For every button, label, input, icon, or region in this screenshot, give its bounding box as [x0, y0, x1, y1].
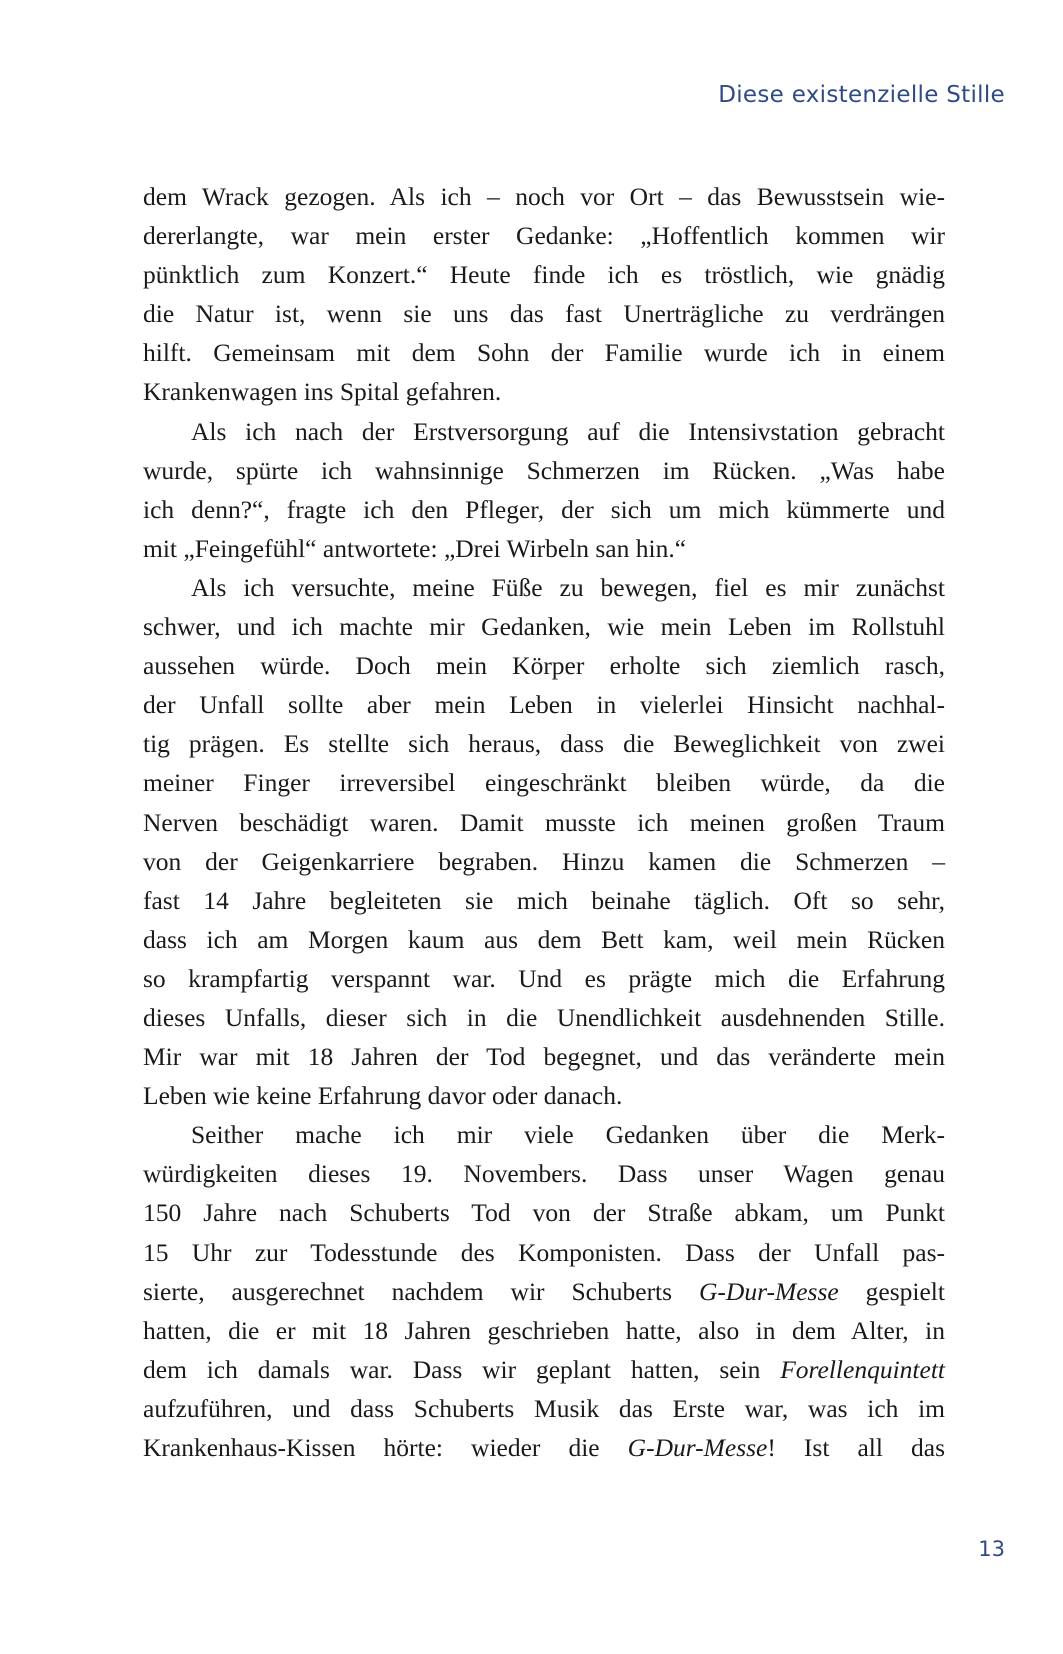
text-segment: pünktlich zum Konzert.“ Heute finde ich es tröstlich, wie gnädig	[143, 260, 945, 290]
text-line	[143, 294, 945, 333]
text-segment: aufzuführen, und dass Schuberts Musik das Erste war, was ich im	[143, 1393, 945, 1423]
text-segment: dieses Unfalls, dieser sich in die Unendlichkeit ausdehnenden Stille.	[143, 1002, 945, 1032]
text-segment: 150 Jahre nach Schuberts Tod von der Straße abkam, um Punkt	[143, 1198, 945, 1228]
text-line	[143, 255, 945, 294]
text-segment: dererlangte, war mein erster Gedanke: „Hoffentlich kommen wir	[143, 221, 945, 251]
text-line	[143, 1311, 945, 1350]
text-segment: tig prägen. Es stellte sich heraus, dass die Beweglichkeit von zwei	[143, 729, 945, 759]
text-segment: so krampfartig verspannt war. Und es prägte mich die Erfahrung	[143, 963, 945, 993]
text-segment: gespielt	[838, 1276, 945, 1306]
text-segment: Als ich nach der Erstversorgung auf die Intensivstation gebracht	[191, 416, 945, 446]
text-line	[143, 803, 945, 842]
text-segment: Krankenhaus-Kissen hörte: wieder die	[143, 1433, 628, 1462]
text-segment: Leben wie keine Erfahrung davor oder danach.	[143, 1081, 623, 1111]
text-segment: fast 14 Jahre begleiteten sie mich beinahe täglich. Oft so sehr,	[143, 885, 945, 915]
text-line	[143, 646, 945, 685]
text-line	[143, 959, 945, 998]
text-line	[143, 529, 945, 568]
text-line	[143, 1350, 945, 1389]
text-line	[143, 1193, 945, 1232]
text-line	[143, 1154, 945, 1193]
text-segment: Mir war mit 18 Jahren der Tod begegnet, und das veränderte mein	[143, 1042, 945, 1072]
text-segment: hatten, die er mit 18 Jahren geschrieben hatte, also in dem Alter, in	[143, 1315, 945, 1345]
text-line	[143, 998, 945, 1037]
text-segment: hilft. Gemeinsam mit dem Sohn der Familie wurde ich in einem	[143, 338, 945, 368]
text-segment: ich denn?“, fragte ich den Pfleger, der sich um mich kümmerte und	[143, 494, 945, 524]
text-segment: sierte, ausgerechnet nachdem wir Schuberts	[143, 1276, 700, 1306]
text-line	[143, 685, 945, 724]
text-line	[143, 881, 945, 920]
text-segment: Als ich versuchte, meine Füße zu bewegen, fiel es mir zunächst	[191, 572, 945, 602]
text-line	[143, 1272, 945, 1311]
text-line	[143, 763, 945, 802]
text-line	[143, 1115, 945, 1154]
body-text	[143, 177, 945, 1467]
text-segment: der Unfall sollte aber mein Leben in vielerlei Hinsicht nachhal-	[143, 690, 945, 720]
text-line	[143, 177, 945, 216]
text-segment: von der Geigenkarriere begraben. Hinzu kamen die Schmerzen –	[143, 846, 945, 876]
text-line	[143, 1076, 945, 1115]
text-line	[143, 607, 945, 646]
text-line	[143, 451, 945, 490]
text-line	[143, 920, 945, 959]
text-line	[143, 1233, 945, 1272]
italic-title: Forellenquintett	[780, 1354, 945, 1384]
text-segment: dass ich am Morgen kaum aus dem Bett kam, weil mein Rücken	[143, 924, 945, 954]
text-segment: meiner Finger irreversibel eingeschränkt bleiben würde, da die	[143, 768, 945, 798]
text-segment: Krankenwagen ins Spital gefahren.	[143, 377, 502, 407]
text-segment: schwer, und ich machte mir Gedanken, wie mein Leben im Rollstuhl	[143, 612, 945, 642]
text-segment: dem Wrack gezogen. Als ich – noch vor Ort – das Bewusstsein wie-	[143, 182, 945, 211]
text-line	[143, 412, 945, 451]
text-segment: die Natur ist, wenn sie uns das fast Unerträgliche zu verdrängen	[143, 299, 945, 329]
text-line	[143, 724, 945, 763]
text-line	[143, 842, 945, 881]
text-segment: Seither mache ich mir viele Gedanken über die Merk-	[191, 1120, 945, 1150]
text-line	[143, 568, 945, 607]
text-line	[143, 1389, 945, 1428]
text-segment: Nerven beschädigt waren. Damit musste ich meinen großen Traum	[143, 807, 945, 837]
text-segment: dem ich damals war. Dass wir geplant hatten, sein	[143, 1354, 781, 1384]
text-segment: würdigkeiten dieses 19. Novembers. Dass unser Wagen genau	[143, 1159, 945, 1189]
text-line	[143, 1428, 945, 1467]
text-line	[143, 372, 945, 411]
italic-title: G-Dur-Messe	[699, 1276, 839, 1306]
text-line	[143, 216, 945, 255]
text-segment: aussehen würde. Doch mein Körper erholte sich ziemlich rasch,	[143, 651, 945, 681]
text-line	[143, 333, 945, 372]
italic-title: G-Dur-Messe	[627, 1433, 768, 1462]
text-segment: 15 Uhr zur Todesstunde des Komponisten. Dass der Unfall pas-	[143, 1237, 945, 1267]
text-segment: mit „Feingefühl“ antwortete: „Drei Wirbeln san hin.“	[143, 533, 687, 563]
running-head: Diese existenzielle Stille	[718, 82, 1005, 108]
page-number: 13	[978, 1537, 1005, 1561]
text-segment: wurde, spürte ich wahnsinnige Schmerzen im Rücken. „Was habe	[143, 455, 945, 485]
text-line	[143, 490, 945, 529]
text-line	[143, 1037, 945, 1076]
text-segment: ! Ist all das	[767, 1433, 945, 1462]
